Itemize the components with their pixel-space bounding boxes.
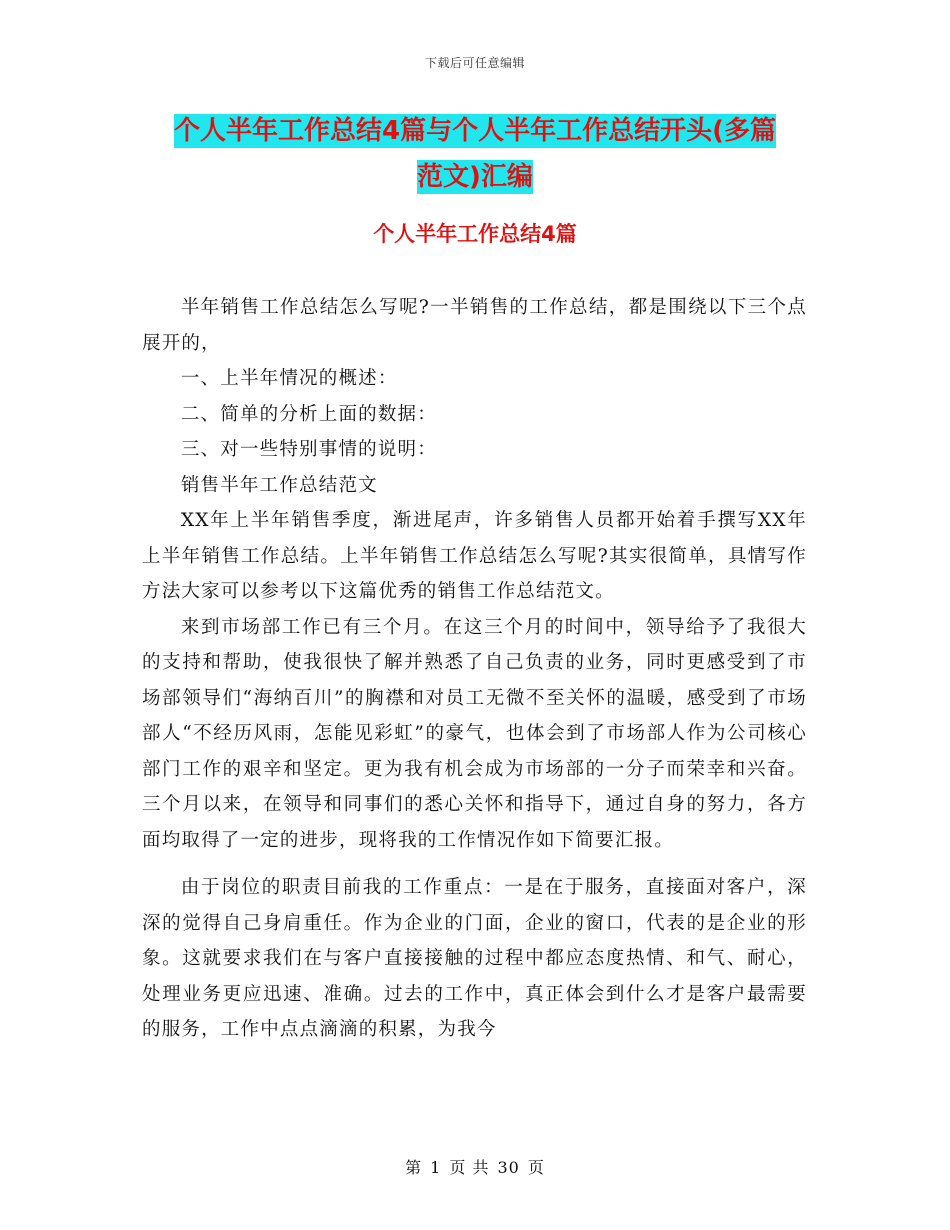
paragraph: 半年销售工作总结怎么写呢?一半销售的工作总结，都是围绕以下三个点展开的， xyxy=(142,297,807,354)
footer-middle: 页 共 xyxy=(449,1158,490,1177)
paragraph: 二、简单的分析上面的数据： xyxy=(180,403,437,425)
footer-prefix: 第 xyxy=(405,1158,423,1177)
document-title-line-2: 范文)汇编 xyxy=(417,162,533,192)
document-title xyxy=(140,108,810,200)
paragraph: 由于岗位的职责目前我的工作重点：一是在于服务，直接面对客户，深深的觉得自己身肩重任。作为企业的门面，企业的窗口，代表的是企业的形象。这就要求我们在与客户直接接触的过程中都应态度热情、和气、耐心，处理业务更应迅速、准确。过去的工作中，真正体会到什么才是客户最需要的服务，工作中点点滴滴的积累，为我今 xyxy=(142,877,807,1040)
footer-total-pages: 30 xyxy=(497,1158,520,1177)
document-title-line-1: 个人半年工作总结4篇与个人半年工作总结开头(多篇 xyxy=(174,116,776,146)
paragraph: 来到市场部工作已有三个月。在这三个月的时间中，领导给予了我很大的支持和帮助，使我很快了解并熟悉了自己负责的业务，同时更感受到了市场部领导们“海纳百川”的胸襟和对员工无微不至关怀的温暖，感受到了市场部人“不经历风雨，怎能见彩虹”的豪气，也体会到了市场部人作为公司核心部门工作的艰辛和坚定。更为我有机会成为市场部的一分子而荣幸和兴奋。三个月以来，在领导和同事们的悉心关怀和指导下，通过自身的努力，各方面均取得了一定的进步，现将我的工作情况作如下简要汇报。 xyxy=(142,616,807,851)
footer-page-number: 1 xyxy=(430,1158,442,1177)
page-footer xyxy=(0,1155,950,1178)
paragraph: XX年上半年销售季度，渐进尾声，许多销售人员都开始着手撰写XX年上半年销售工作总结。上半年销售工作总结怎么写呢?其实很简单，具情写作方法大家可以参考以下这篇优秀的销售工作总结范文。 xyxy=(142,510,807,602)
paragraph: 销售半年工作总结范文 xyxy=(180,474,378,496)
paragraph: 三、对一些特别事情的说明： xyxy=(180,439,437,460)
body-text xyxy=(142,290,807,1048)
header-note: 下载后可任意编辑 xyxy=(424,56,525,70)
paragraph: 一、上半年情况的概述： xyxy=(180,368,398,389)
section-title: 个人半年工作总结4篇 xyxy=(373,222,577,246)
footer-suffix: 页 xyxy=(527,1158,545,1177)
